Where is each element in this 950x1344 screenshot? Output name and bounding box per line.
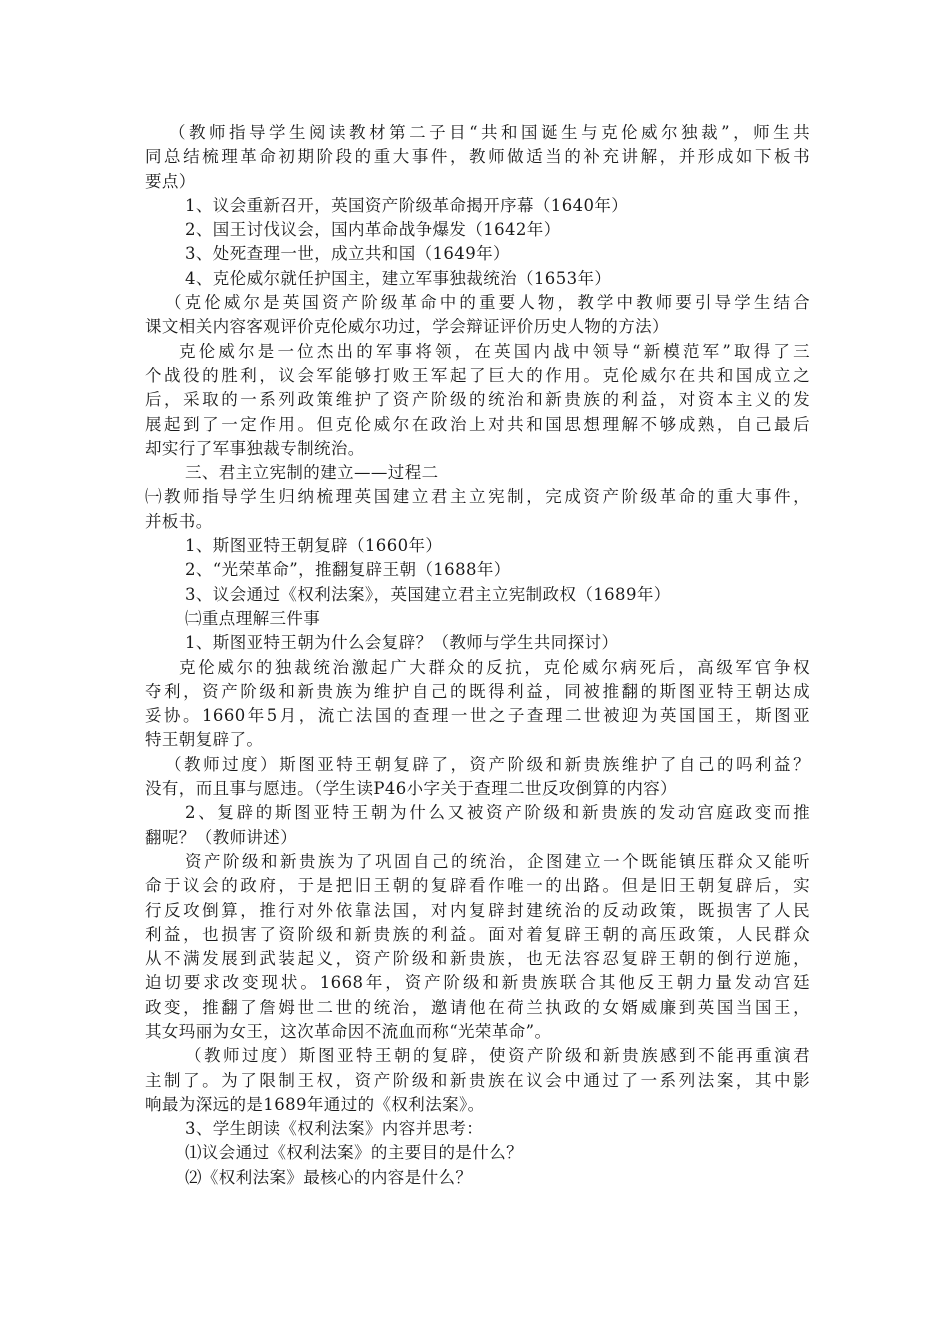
text-line: 特王朝复辟了。 <box>145 730 264 750</box>
text-line: 后，采取的一系列政策维护了资产阶级的统治和新贵族的利益，对资本主义的发 <box>145 390 810 410</box>
text-line: 主制了。为了限制王权，资产阶级和新贵族在议会中通过了一系列法案，其中影 <box>145 1070 810 1090</box>
text-line: 个战役的胜利，议会军能够打败王军起了巨大的作用。克伦威尔在共和国成立之 <box>145 365 810 385</box>
text-line: 2、国王讨伐议会，国内革命战争爆发（1642年） <box>185 220 561 240</box>
text-line: （克伦威尔是英国资产阶级革命中的重要人物，教学中教师要引导学生结合 <box>165 293 810 313</box>
text-line: 利益，也损害了资阶级和新贵族的利益。面对着复辟王朝的高压政策，人民群众 <box>145 924 810 944</box>
text-line: 1、斯图亚特王朝复辟（1660年） <box>185 536 443 556</box>
text-line: ㈡重点理解三件事 <box>185 608 321 628</box>
text-line: 响最为深远的是1689年通过的《权利法案》。 <box>145 1094 485 1114</box>
text-line: 要点） <box>145 171 196 191</box>
text-line: 2、“光荣革命”，推翻复辟王朝（1688年） <box>185 560 511 580</box>
text-line: 2、复辟的斯图亚特王朝为什么又被资产阶级和新贵族的发动宫庭政变而推 <box>185 803 810 823</box>
text-line: （教师指导学生阅读教材第二子目“共和国诞生与克伦威尔独裁”，师生共 <box>169 123 810 142</box>
text-line: 3、议会通过《权利法案》，英国建立君主立宪制政权（1689年） <box>185 584 671 604</box>
text-line: 资产阶级和新贵族为了巩固自己的统治，企图建立一个既能镇压群众又能听 <box>185 851 810 871</box>
text-line: 4、克伦威尔就任护国主，建立军事独裁统治（1653年） <box>185 268 612 288</box>
text-line: 政变，推翻了詹姆世二世的统治，邀请他在荷兰执政的女婿威廉到英国当国王， <box>145 997 810 1017</box>
text-line: 却实行了军事独裁专制统治。 <box>145 438 365 458</box>
text-line: 并板书。 <box>145 511 213 531</box>
text-line: （教师过度）斯图亚特王朝复辟了，资产阶级和新贵族维护了自己的吗利益？ <box>165 754 810 774</box>
text-line: 命于议会的政府，于是把旧王朝的复辟看作唯一的出路。但是旧王朝复辟后，实 <box>145 876 810 896</box>
text-line: 妥协。1660年5月，流亡法国的查理一世之子查理二世被迎为英国国王，斯图亚 <box>145 706 810 726</box>
text-line: 三、君主立宪制的建立——过程二 <box>185 463 439 483</box>
text-line: 展起到了一定作用。但克伦威尔在政治上对共和国思想理解不够成熟，自己最后 <box>145 414 810 434</box>
text-line: ⑵《权利法案》最核心的内容是什么？ <box>185 1167 473 1187</box>
text-line: 课文相关内容客观评价克伦威尔功过，学会辩证评价历史人物的方法） <box>145 317 669 337</box>
text-line: 克伦威尔的独裁统治激起广大群众的反抗，克伦威尔病死后，高级军官争权 <box>179 657 810 677</box>
text-line: 其女玛丽为女王，这次革命因不流血而称“光荣革命”。 <box>145 1021 552 1041</box>
text-line: 夺利，资产阶级和新贵族为维护自己的既得利益，同被推翻的斯图亚特王朝达成 <box>145 681 810 701</box>
text-line: 3、学生朗读《权利法案》内容并思考： <box>185 1119 484 1139</box>
text-line: ⑴议会通过《权利法案》的主要目的是什么？ <box>185 1143 523 1163</box>
text-line: 行反攻倒算，推行对外依靠法国，对内复辟封建统治的反动政策，既损害了人民 <box>145 900 810 920</box>
document-page <box>145 121 810 1190</box>
text-line: 1、议会重新召开，英国资产阶级革命揭开序幕（1640年） <box>185 195 629 215</box>
text-line: 同总结梳理革命初期阶段的重大事件，教师做适当的补充讲解，并形成如下板书 <box>145 147 810 167</box>
text-line: 从不满发展到武装起义，资产阶级和新贵族，也无法容忍复辟王朝的倒行逆施， <box>145 949 810 969</box>
text-line: 迫切要求改变现状。1668年，资产阶级和新贵族联合其他反王朝力量发动宫廷 <box>145 973 810 993</box>
text-line: 3、处死查理一世，成立共和国（1649年） <box>185 244 510 264</box>
text-line: 1、斯图亚特王朝为什么会复辟？（教师与学生共同探讨） <box>185 633 619 653</box>
text-line: ㈠教师指导学生归纳梳理英国建立君主立宪制，完成资产阶级革命的重大事件， <box>145 487 810 507</box>
text-line: （教师过度）斯图亚特王朝的复辟，使资产阶级和新贵族感到不能再重演君 <box>185 1046 810 1066</box>
text-line: 克伦威尔是一位杰出的军事将领，在英国内战中领导“新模范军”取得了三 <box>179 341 810 361</box>
text-line: 没有，而且事与愿违。（学生读P46小字关于查理二世反攻倒算的内容） <box>145 779 678 799</box>
text-line: 翻呢？（教师讲述） <box>145 827 298 847</box>
